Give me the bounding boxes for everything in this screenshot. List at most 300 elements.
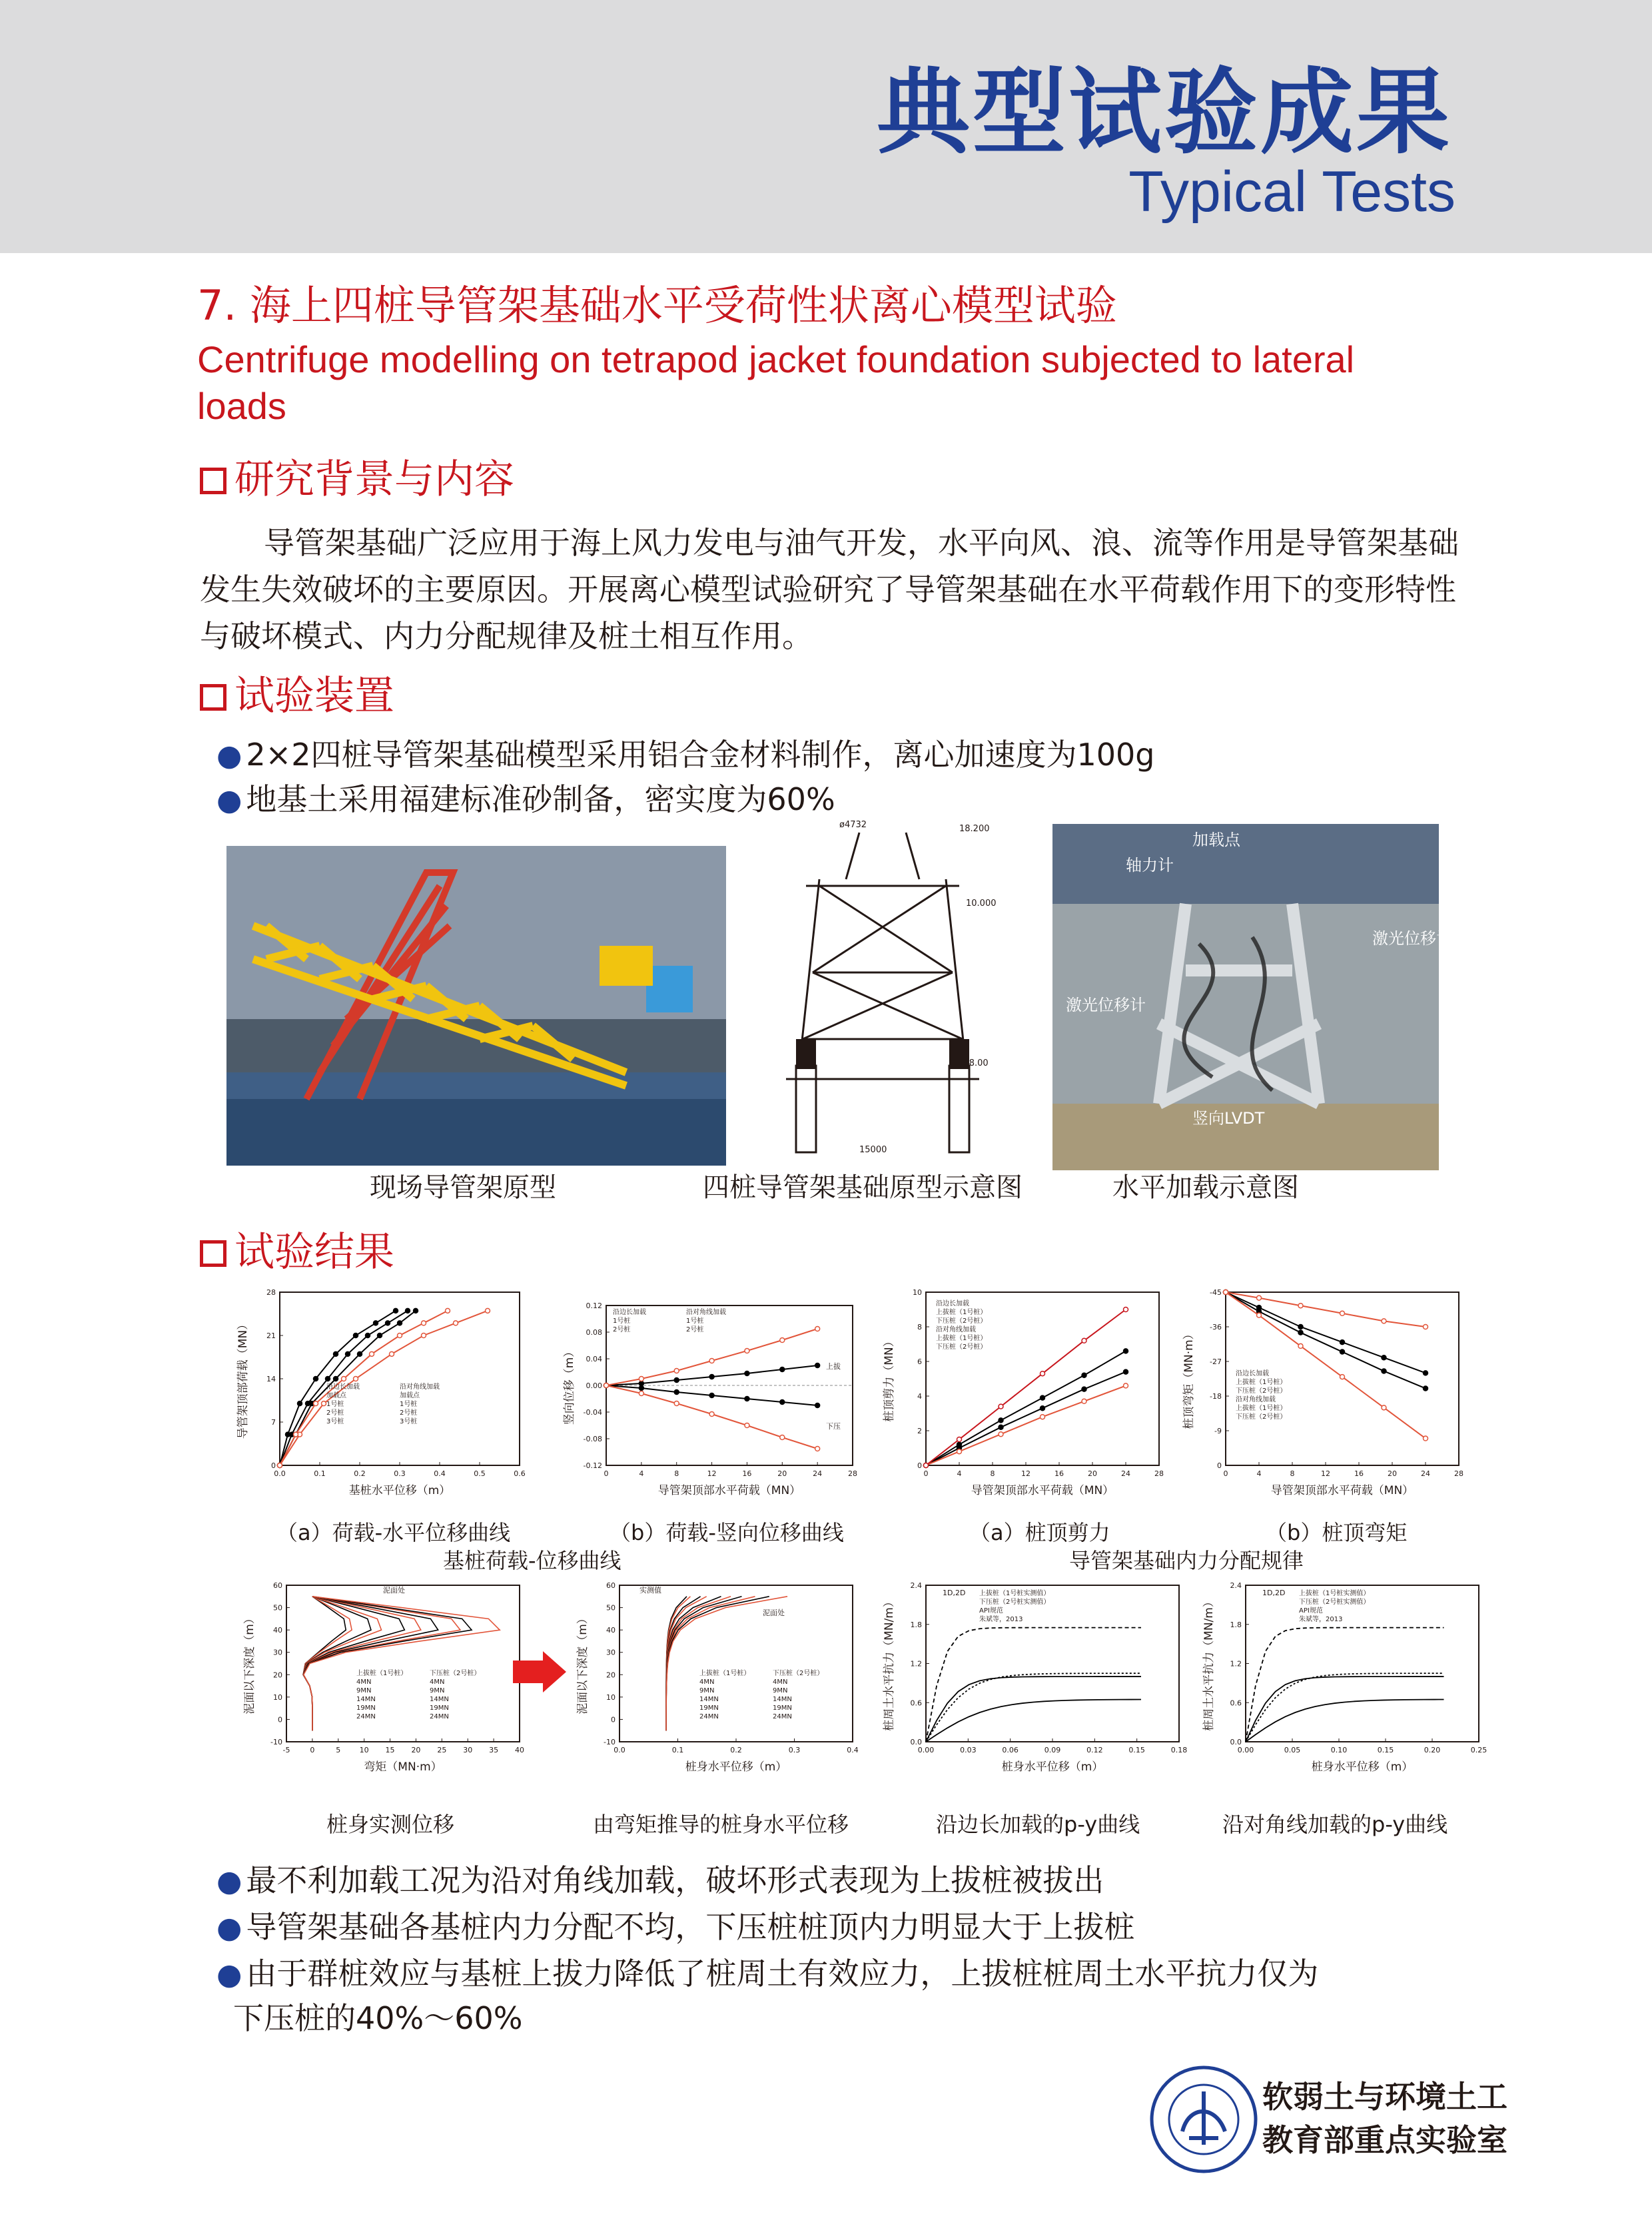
x-tick-label: 25 [437,1746,447,1754]
x-tick-label: 16 [742,1469,752,1478]
data-point [674,1369,679,1373]
photo-label: 激光位移计 [1066,996,1146,1014]
legend-entry: 1号桩 [326,1401,344,1408]
data-point [298,1401,302,1406]
data-point [1298,1330,1303,1335]
x-tick-label: 0.12 [1086,1746,1103,1754]
x-tick-label: 0.1 [314,1469,326,1478]
data-point [780,1338,785,1343]
data-point [422,1321,426,1325]
drawing-label: ø4732 [839,820,867,830]
page-title-en: Typical Tests [1128,160,1455,224]
legend-entry: 加载点 [326,1392,346,1399]
y-tick-label: 0 [278,1715,282,1724]
legend-entry: 沿边长加载 [936,1300,969,1307]
legend-entry: 14MN [773,1696,792,1703]
legend-entry: 19MN [356,1704,376,1712]
y-tick-label: 10 [606,1692,616,1702]
legend-entry: 9MN [356,1687,372,1694]
chart-annotation: 1D,2D [943,1589,966,1597]
x-tick-label: 24 [1121,1469,1130,1478]
data-point [815,1363,820,1368]
series-line [280,1311,488,1465]
x-tick-label: 28 [848,1469,857,1478]
legend-entry: 上拔桩（1号桩实测值） [1299,1590,1370,1597]
legend-entry: 沿对角线加载 [686,1309,726,1316]
y-axis-label: 桩周土水平抗力（MN/m） [883,1596,896,1731]
data-point [709,1359,714,1363]
y-tick-label: 60 [606,1581,616,1590]
chart-load-vertical-displacement [560,1296,859,1502]
legend-entry: 上拔桩（1号桩） [1236,1405,1287,1412]
data-point [1124,1383,1128,1388]
legend-entry: 9MN [699,1687,715,1694]
x-tick-label: 24 [813,1469,823,1478]
legend-entry: 1号桩 [400,1401,418,1408]
university-seal-logo [1149,2065,1259,2175]
chart-annotation: 泥面处 [763,1609,785,1617]
x-tick-label: 20 [1388,1469,1397,1478]
data-point [815,1327,820,1331]
x-tick-label: 4 [639,1469,644,1478]
legend-entry: 上拔桩（1号桩） [699,1670,751,1677]
y-tick-label: 1.2 [1230,1659,1242,1669]
data-point [604,1383,609,1388]
subcaption: （a）桩顶剪力 [969,1520,1110,1545]
data-point [486,1308,490,1313]
legend-entry: 朱斌等，2013 [979,1616,1023,1623]
arrow-right-icon [510,1649,570,1695]
x-tick-label: 0.2 [730,1746,742,1754]
x-tick-label: 0.0 [274,1469,286,1478]
x-tick-label: 0.05 [1284,1746,1301,1754]
x-tick-label: 0.09 [1044,1746,1061,1754]
y-tick-label: 28 [266,1288,276,1297]
series-line [926,1676,1141,1742]
y-tick-label: 2.4 [910,1581,922,1590]
data-point [1082,1399,1086,1403]
data-point [446,1308,450,1313]
x-tick-label: -5 [282,1746,290,1754]
series-line [1246,1673,1444,1742]
legend-entry: 1号桩 [613,1317,631,1325]
photo-label: 轴力计 [1126,856,1174,875]
data-point [957,1437,962,1442]
data-point [1124,1307,1128,1312]
data-point [1340,1340,1345,1345]
drawing-label: 18.200 [959,824,990,834]
data-point [709,1375,714,1379]
legend-entry: 上拔桩（1号桩） [936,1335,987,1342]
data-point [780,1435,785,1440]
x-tick-label: 0.4 [847,1746,859,1754]
result-bullet-continued: 下压桩的40%～60% [233,2000,523,2036]
y-tick-label: 0.08 [586,1328,602,1337]
x-tick-label: 28 [1454,1469,1463,1478]
y-tick-label: 21 [266,1331,276,1340]
data-point [639,1386,643,1391]
series-line [926,1628,1141,1742]
legend-entry: 沿对角线加载 [1236,1396,1276,1403]
legend-entry: 4MN [430,1678,445,1686]
y-tick-label: 0.04 [586,1355,602,1363]
legend-entry: 下压桩（2号桩实测值） [1299,1599,1370,1606]
bullet-dot-icon: ● [216,1864,242,1898]
chart-annotation: 下压 [826,1422,841,1431]
lab-name-line1: 软弱土与环境土工 [1262,2079,1507,2115]
data-point [358,1351,362,1356]
data-point [1340,1311,1345,1315]
x-tick-label: 4 [1256,1469,1262,1478]
data-point [1298,1303,1303,1308]
y-tick-label: -0.12 [583,1461,602,1470]
legend-entry: 3号桩 [400,1418,418,1425]
x-tick-label: 5 [336,1746,341,1754]
result-bullet: ● 由于群桩效应与基桩上拔力降低了桩周土有效应力，上拔桩桩周土水平抗力仅为 [216,1956,1319,1992]
y-tick-label: 0.6 [910,1698,922,1708]
x-tick-label: 0.4 [434,1469,446,1478]
y-tick-label: 10 [273,1692,282,1702]
x-tick-label: 8 [990,1469,995,1478]
data-point [1082,1338,1086,1343]
y-tick-label: 0 [271,1461,276,1470]
y-tick-label: 2 [917,1427,922,1435]
y-tick-label: 0.0 [910,1738,922,1746]
data-point [957,1449,962,1454]
y-tick-label: 1.8 [910,1620,922,1629]
data-point [386,1321,390,1325]
x-tick-label: 40 [515,1746,524,1754]
series-line [304,1597,500,1730]
x-tick-label: 0.00 [917,1746,935,1754]
data-point [322,1401,326,1406]
data-point [354,1333,358,1338]
x-tick-label: 0.03 [960,1746,977,1754]
drawing-label: 10.000 [966,899,997,909]
x-axis-label: 桩身水平位移（m） [1311,1760,1414,1774]
y-tick-label: 60 [273,1581,282,1590]
plot-frame [620,1585,853,1742]
subcaption: 沿对角线加载的p-y曲线 [1222,1812,1448,1837]
x-tick-label: 0.20 [1424,1746,1441,1754]
y-tick-label: 0 [1217,1461,1222,1470]
data-point [1382,1369,1386,1373]
x-tick-label: 20 [411,1746,421,1754]
legend-entry: 沿对角线加载 [400,1383,440,1391]
x-tick-label: 8 [1290,1469,1295,1478]
y-axis-label: 泥面以下深度（m） [576,1613,590,1714]
legend-entry: 下压桩（2号桩） [936,1343,987,1351]
result-bullet: ● 导管架基础各基桩内力分配不均，下压桩桩顶内力明显大于上拔桩 [216,1909,1135,1945]
data-point [1040,1406,1045,1411]
y-tick-label: -10 [604,1738,616,1746]
legend-entry: API规范 [1299,1607,1323,1615]
plot-frame [286,1585,520,1742]
data-point [374,1321,378,1325]
data-point [398,1321,402,1325]
x-tick-label: 0 [1223,1469,1228,1478]
x-tick-label: 0.00 [1237,1746,1254,1754]
legend-entry: 2号桩 [613,1326,631,1333]
legend-entry: 上拔桩（1号桩） [356,1670,408,1677]
data-point [394,1308,398,1313]
heading-results: 试验结果 [200,1232,394,1272]
section-title-en: Centrifuge modelling on tetrapod jacket foundation subjected to lateral loads [197,338,1355,427]
plot-frame [926,1585,1179,1742]
series-line [303,1597,404,1730]
data-point [1040,1395,1045,1400]
data-point [1340,1375,1345,1379]
x-tick-label: 12 [1321,1469,1330,1478]
legend-entry: 24MN [356,1713,376,1720]
data-point [745,1397,749,1401]
data-point [999,1432,1003,1437]
data-point [346,1351,350,1356]
y-tick-label: 20 [273,1671,282,1680]
legend-entry: 下压桩（2号桩） [773,1670,824,1677]
heading-background: 研究背景与内容 [200,460,514,500]
series-line [1226,1292,1426,1373]
x-axis-label: 导管架顶部水平荷载（MN） [657,1484,801,1497]
y-tick-label: 1.8 [1230,1620,1242,1629]
data-point [1040,1371,1045,1376]
legend-entry: 下压桩（2号桩实测值） [979,1599,1050,1606]
bullet-dot-icon: ● [216,1958,242,1992]
jacket-schematic-drawing [759,819,1006,1166]
y-tick-label: 0 [611,1715,616,1724]
data-point [1082,1373,1086,1377]
y-axis-label: 泥面以下深度（m） [243,1613,256,1714]
data-point [1082,1387,1086,1391]
series-line [1246,1699,1444,1742]
y-tick-label: -36 [1210,1323,1222,1331]
caption-loading: 水平加载示意图 [1112,1172,1299,1203]
chart-pile-moment-depth [240,1575,526,1778]
group-caption: 导管架基础内力分配规律 [1069,1548,1304,1573]
x-axis-label: 基桩水平位移（m） [348,1484,451,1497]
legend-entry: 上拔桩（1号桩） [936,1309,987,1316]
legend-entry: 2号桩 [326,1409,344,1417]
data-point [1382,1319,1386,1323]
x-tick-label: 0 [923,1469,929,1478]
x-tick-label: 28 [1154,1469,1164,1478]
x-tick-label: 0.1 [671,1746,684,1754]
y-tick-label: 7 [271,1418,276,1427]
y-axis-label: 导管架顶部荷载（MN） [236,1318,250,1439]
data-point [639,1381,643,1386]
data-point [406,1308,410,1313]
series-line [926,1673,1141,1742]
x-tick-label: 12 [1021,1469,1031,1478]
legend-entry: 下压桩（2号桩） [1236,1413,1287,1421]
subcaption: （a）荷载-水平位移曲线 [276,1520,511,1545]
data-point [314,1401,318,1406]
data-point [378,1333,382,1338]
data-point [1424,1325,1428,1329]
y-tick-label: 8 [917,1323,922,1331]
subcaption: 桩身实测位移 [326,1812,455,1837]
y-tick-label: 30 [606,1648,616,1657]
data-point [422,1333,426,1338]
series-line [1246,1676,1444,1742]
y-tick-label: -45 [1210,1288,1222,1297]
data-point [1382,1405,1386,1410]
legend-entry: 24MN [773,1713,792,1720]
legend-entry: 4MN [773,1678,788,1686]
x-tick-label: 0 [604,1469,609,1478]
data-point [639,1391,643,1396]
x-axis-label: 弯矩（MN·m） [364,1760,442,1774]
legend-entry: 14MN [430,1696,449,1703]
data-point [334,1351,338,1356]
chart-pile-head-moment [1179,1282,1465,1502]
x-tick-label: 8 [674,1469,679,1478]
data-point [815,1403,820,1408]
x-tick-label: 0 [310,1746,315,1754]
data-point [314,1377,318,1381]
data-point [1298,1343,1303,1348]
data-point [1424,1436,1428,1441]
data-point [278,1463,282,1468]
y-tick-label: 40 [606,1626,616,1635]
data-point [780,1367,785,1372]
y-tick-label: -0.04 [583,1408,602,1417]
series-line [926,1372,1126,1465]
data-point [1124,1369,1128,1374]
legend-entry: 上拔桩（1号桩） [1236,1379,1287,1386]
data-point [1124,1349,1128,1353]
x-tick-label: 16 [1054,1469,1064,1478]
data-point [674,1401,679,1406]
legend-entry: 2号桩 [400,1409,418,1417]
y-tick-label: 14 [266,1375,276,1383]
data-point [1340,1349,1345,1354]
prototype-photo [226,846,726,1166]
chart-annotation: 泥面处 [383,1586,405,1595]
x-axis-label: 桩身水平位移（m） [685,1760,787,1774]
data-point [1424,1371,1428,1375]
bullet-dot-icon: ● [216,739,242,773]
series-line [1246,1628,1444,1742]
legend-entry: 1号桩 [686,1317,704,1325]
chart-pile-displacement-depth [573,1575,859,1778]
x-tick-label: 35 [489,1746,499,1754]
y-tick-label: 6 [917,1357,922,1366]
data-point [326,1377,330,1381]
setup-bullet: ● 2×2四桩导管架基础模型采用铝合金材料制作，离心加速度为100g [216,737,1155,773]
data-point [709,1412,714,1417]
data-point [390,1351,394,1356]
chart-pile-head-shear [879,1282,1166,1502]
subcaption: 沿边长加载的p-y曲线 [936,1812,1140,1837]
data-point [780,1400,785,1405]
data-point [1382,1355,1386,1360]
x-tick-label: 0.06 [1002,1746,1019,1754]
legend-entry: 下压桩（2号桩） [936,1317,987,1325]
y-tick-label: 0.0 [1230,1738,1242,1746]
data-point [745,1371,749,1376]
y-tick-label: 50 [273,1603,282,1613]
legend-entry: 加载点 [400,1392,420,1399]
drawing-label: 15000 [859,1145,887,1155]
data-point [1040,1415,1045,1419]
x-tick-label: 4 [957,1469,962,1478]
lab-name-line2: 教育部重点实验室 [1262,2122,1507,2158]
data-point [957,1442,962,1447]
x-tick-label: 0.15 [1128,1746,1145,1754]
data-point [674,1378,679,1383]
y-tick-label: 20 [606,1671,616,1680]
y-tick-label: 1.2 [910,1659,922,1669]
legend-entry: 沿边长加载 [1236,1370,1269,1377]
chart-py-diagonal-loading [1199,1575,1485,1778]
x-tick-label: 0.10 [1330,1746,1348,1754]
y-tick-label: -18 [1210,1392,1222,1401]
data-point [354,1377,358,1381]
y-axis-label: 桩顶弯矩（MN·m） [1182,1328,1196,1429]
subcaption: （b）荷载-竖向位移曲线 [610,1520,844,1545]
x-tick-label: 15 [385,1746,395,1754]
page-title-cn: 典型试验成果 [876,59,1452,167]
y-axis-label: 竖向位移（m） [563,1345,576,1425]
y-tick-label: 0.6 [1230,1698,1242,1708]
data-point [999,1425,1003,1429]
y-tick-label: 50 [606,1603,616,1613]
checkbox-square-icon [200,684,226,711]
data-point [1298,1325,1303,1329]
x-tick-label: 12 [707,1469,717,1478]
x-tick-label: 0.18 [1170,1746,1188,1754]
data-point [342,1377,346,1381]
x-tick-label: 0.15 [1377,1746,1394,1754]
setup-bullet: ● 地基土采用福建标准砂制备，密实度为60% [216,781,835,817]
group-caption: 基桩荷载-位移曲线 [443,1548,621,1573]
data-point [398,1333,402,1338]
data-point [1224,1290,1228,1295]
data-point [294,1432,298,1437]
legend-entry: 19MN [773,1704,792,1712]
y-axis-label: 桩周土水平抗力（MN/m） [1202,1596,1216,1731]
x-tick-label: 10 [359,1746,369,1754]
y-tick-label: 0.12 [586,1302,602,1310]
legend-entry: 上拔桩（1号桩实测值） [979,1590,1050,1597]
legend-entry: 14MN [699,1696,719,1703]
x-tick-label: 20 [1088,1469,1097,1478]
data-point [286,1432,290,1437]
y-tick-label: -9 [1214,1427,1222,1435]
series-line [926,1699,1141,1742]
background-paragraph: 导管架基础广泛应用于海上风力发电与油气开发，水平向风、浪、流等作用是导管架基础发生失效破坏的主要原因。开展离心模型试验研究了导管架基础在水平荷载作用下的变形特性与破坏模式、内力分配规律及桩土相互作用。 [200,525,1459,654]
chart-annotation: 1D,2D [1262,1589,1286,1597]
x-tick-label: 0.3 [788,1746,801,1754]
caption-prototype: 现场导管架原型 [370,1172,556,1203]
legend-entry: 9MN [430,1687,445,1694]
data-point [815,1447,820,1451]
data-point [639,1377,643,1381]
y-tick-label: 0 [917,1461,922,1470]
x-tick-label: 0.5 [474,1469,486,1478]
legend-entry: 19MN [430,1704,449,1712]
legend-entry: 4MN [356,1678,372,1686]
chart-annotation: 上拔 [826,1362,841,1371]
chart-load-lateral-displacement [233,1282,526,1502]
y-tick-label: 40 [273,1626,282,1635]
subcaption: 由弯矩推导的桩身水平位移 [593,1812,849,1837]
data-point [370,1351,374,1356]
y-tick-label: 30 [273,1648,282,1657]
y-tick-label: 0.00 [586,1381,602,1390]
legend-entry: 9MN [773,1687,788,1694]
